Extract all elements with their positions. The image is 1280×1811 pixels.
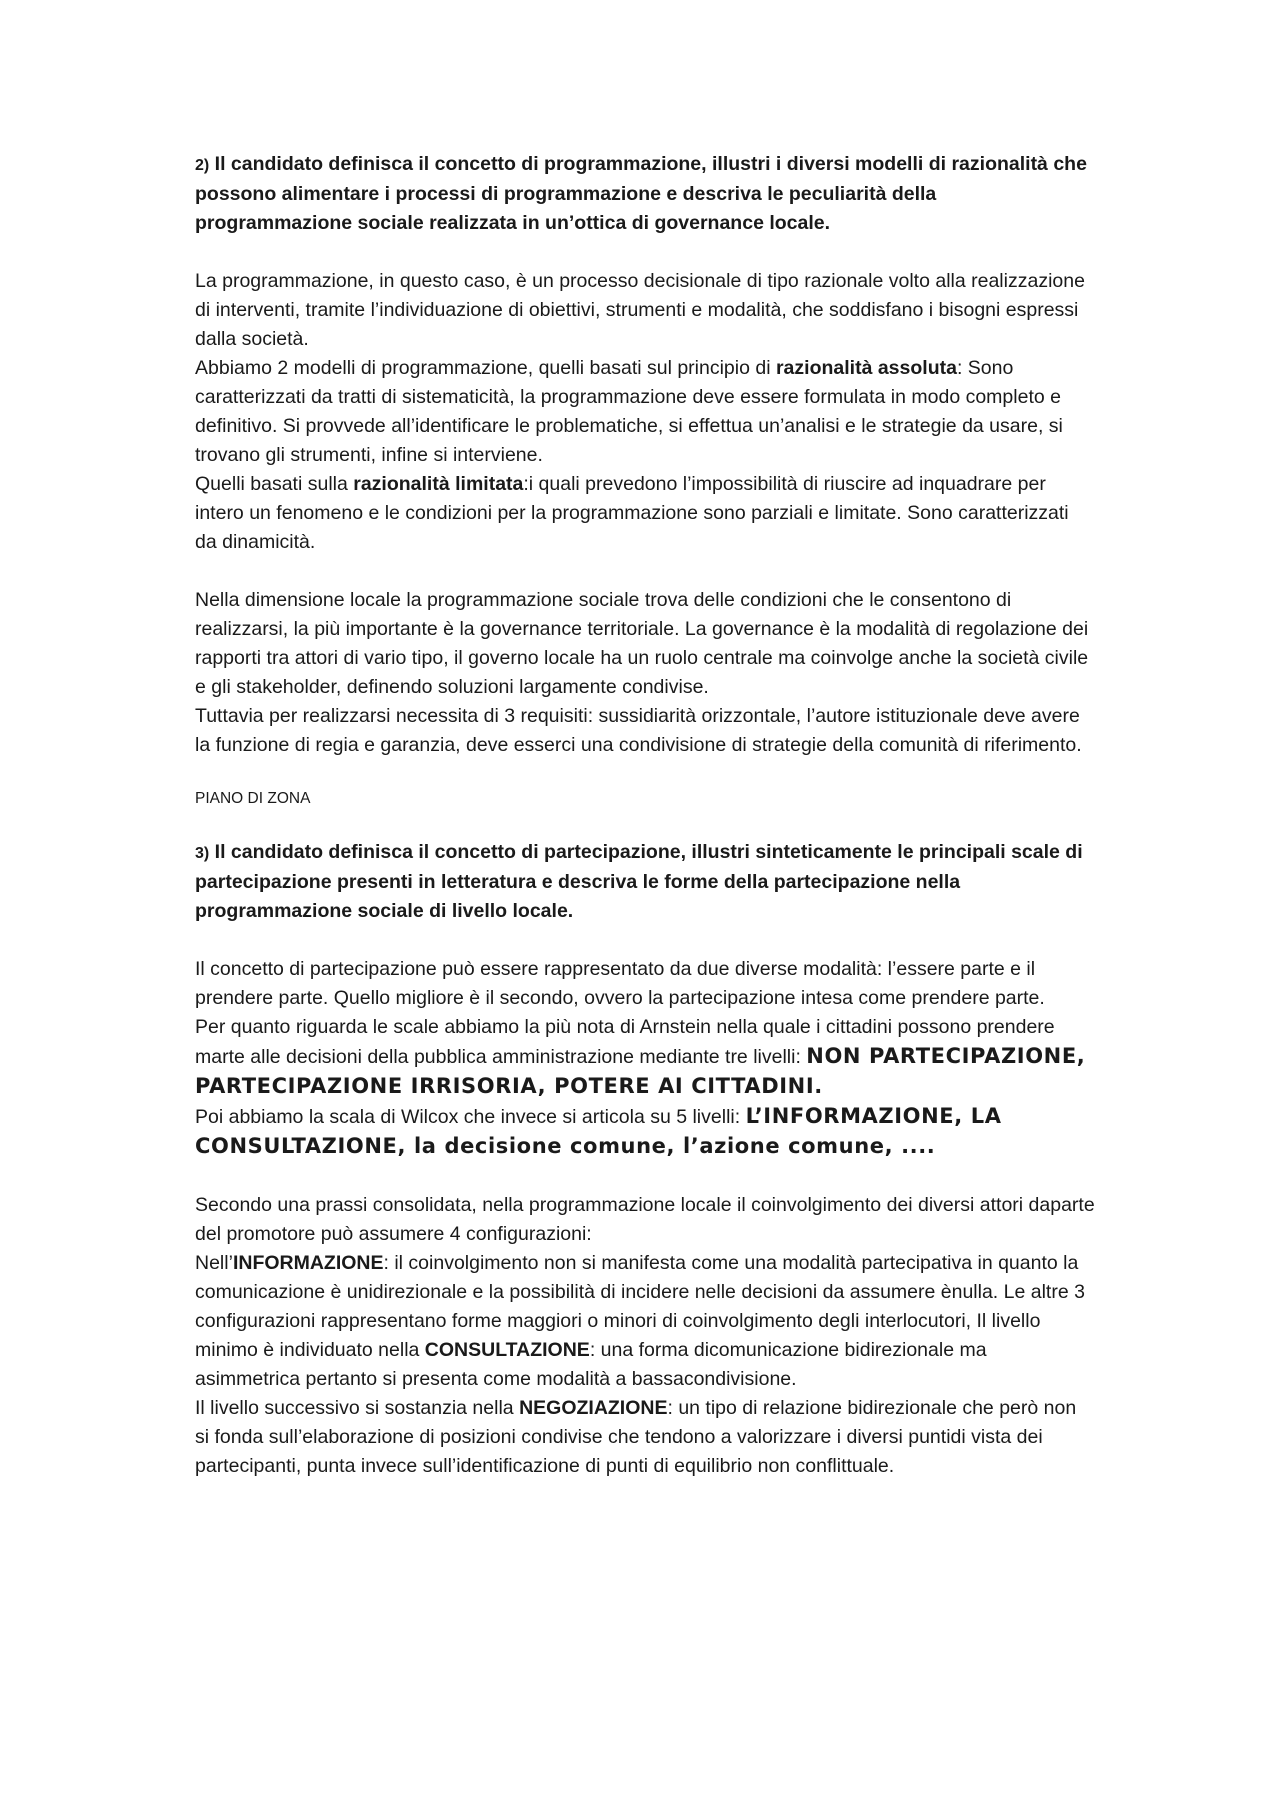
- bold-term-limited-rationality: razionalità limitata: [353, 473, 524, 495]
- q3-paragraph-negotiation: [195, 1394, 1095, 1481]
- bold-wilcox-levels: L’INFORMAZIONE, LA CONSULTAZIONE, la decisione comune, l’azione comune, ....: [195, 1104, 1002, 1158]
- question-3-title: Il candidato definisca il concetto di partecipazione, illustri sinteticamente le principali scale di partecipazione presenti in letteratura e descriva le forme della partecipazione nella programmazione sociale di livello locale.: [195, 841, 1083, 922]
- text-run: Nell’: [195, 1252, 233, 1274]
- bold-term-negoziazione: NEGOZIAZIONE: [519, 1397, 668, 1419]
- text-run: :i quali prevedono l’impossibilità di riuscire ad inquadrare per intero un fenomeno e le condizioni per la programmazione sono parziali e limitate. Sono caratterizzati da dinamicità.: [195, 473, 1069, 553]
- question-2-number: 2): [195, 157, 210, 174]
- q2-paragraph-absolute-rationality: [195, 354, 1095, 470]
- text-run: Abbiamo 2 modelli di programmazione, quelli basati sul principio di: [195, 357, 776, 379]
- q2-paragraph-definition: La programmazione, in questo caso, è un processo decisionale di tipo razionale volto alla realizzazione di interventi, tramite l’individuazione di obiettivi, strumenti e modalità, che soddisfano i bisogni espressi dalla società.: [195, 270, 1085, 350]
- text-run: Per quanto riguarda le scale abbiamo la più nota di Arnstein nella quale i cittadini possono prendere marte alle decisioni della pubblica amministrazione mediante tre livelli:: [195, 1016, 1055, 1068]
- bold-term-informazione: INFORMAZIONE: [232, 1252, 384, 1274]
- q3-paragraph-arnstein: [195, 1013, 1095, 1102]
- text-run: : il coinvolgimento non si manifesta come una modalità partecipativa in quanto la comunicazione è unidirezionale e la possibilità di incidere nelle decisioni da assumere ènulla. Le altre 3 configurazioni rappresentano forme maggiori o minori di coinvolgimento degli interlocutori, Il livello minimo è individuato nella: [195, 1252, 1085, 1361]
- question-3-number: 3): [195, 845, 210, 862]
- document-page: [195, 150, 1095, 1481]
- text-run: : un tipo di relazione bidirezionale che però non si fonda sull’elaborazione di posizioni condivise che tendono a valorizzare i diversi puntidi vista dei partecipanti, punta invece sull’identificazione di punti di equilibrio non conflittuale.: [195, 1397, 1077, 1477]
- q2-paragraph-requirements: Tuttavia per realizzarsi necessita di 3 requisiti: sussidiarità orizzontale, l’autore istituzionale deve avere la funzione di regia e garanzia, deve esserci una condivisione di strategie della comunità di riferimento.: [195, 705, 1082, 756]
- q3-paragraph-information: [195, 1249, 1095, 1394]
- q2-paragraph-limited-rationality: [195, 470, 1095, 557]
- text-run: Quelli basati sulla: [195, 473, 354, 495]
- bold-arnstein-levels: NON PARTECIPAZIONE, PARTECIPAZIONE IRRISORIA, POTERE AI CITTADINI.: [195, 1044, 1086, 1098]
- q2-note-piano-di-zona: PIANO DI ZONA: [195, 790, 311, 807]
- q2-paragraph-governance: Nella dimensione locale la programmazione sociale trova delle condizioni che le consentono di realizzarsi, la più importante è la governance territoriale. La governance è la modalità di regolazione dei rapporti tra attori di vario tipo, il governo locale ha un ruolo centrale ma coinvolge anche la società civile e gli stakeholder, definendo soluzioni largamente condivise.: [195, 589, 1089, 698]
- text-run: Poi abbiamo la scala di Wilcox che invece si articola su 5 livelli:: [195, 1106, 746, 1128]
- q3-paragraph-wilcox: [195, 1102, 1095, 1162]
- text-run: : una forma dicomunicazione bidirezionale ma asimmetrica pertanto si presenta come modalità a bassacondivisione.: [195, 1339, 987, 1390]
- question-2-heading: [195, 150, 1095, 238]
- bold-term-consultazione: CONSULTAZIONE: [424, 1339, 590, 1361]
- text-run: : Sono caratterizzati da tratti di sistematicità, la programmazione deve essere formulata in modo completo e definitivo. Si provvede all’identificare le problematiche, si effettua un’analisi e le strategie da usare, si trovano gli strumenti, infine si interviene.: [195, 357, 1063, 466]
- question-2-title: Il candidato definisca il concetto di programmazione, illustri i diversi modelli di razionalità che possono alimentare i processi di programmazione e descriva le peculiarità della programmazione sociale realizzata in un’ottica di governance locale.: [195, 153, 1087, 234]
- q3-paragraph-configurations: Secondo una prassi consolidata, nella programmazione locale il coinvolgimento dei diversi attori daparte del promotore può assumere 4 configurazioni:: [195, 1194, 1095, 1245]
- bold-term-absolute-rationality: razionalità assoluta: [775, 357, 957, 379]
- question-3-heading: [195, 838, 1095, 926]
- q3-paragraph-definition: Il concetto di partecipazione può essere rappresentato da due diverse modalità: l’essere parte e il prendere parte. Quello migliore è il secondo, ovvero la partecipazione intesa come prendere parte.: [195, 958, 1045, 1009]
- text-run: Il livello successivo si sostanzia nella: [195, 1397, 520, 1419]
